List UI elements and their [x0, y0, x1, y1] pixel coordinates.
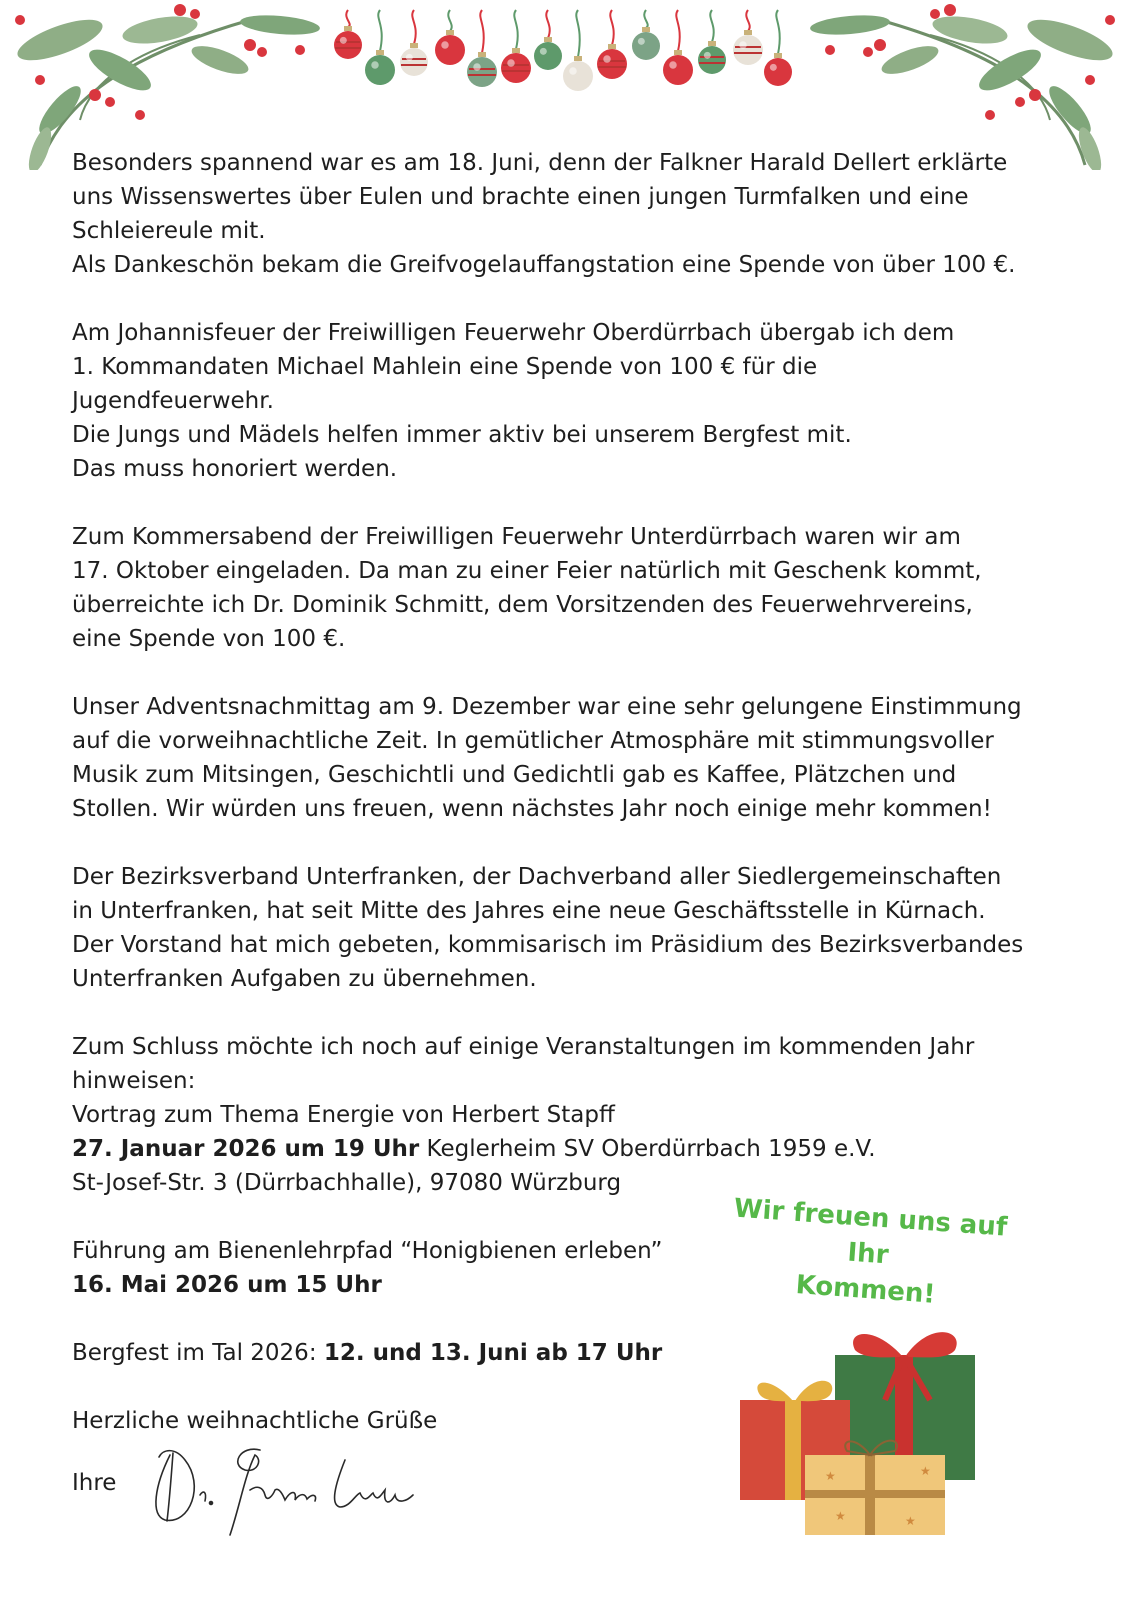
event1-title: Vortrag zum Thema Energie von Herbert Stapff [72, 1102, 615, 1128]
text-line: Stollen. Wir würden uns freuen, wenn nächstes Jahr noch einige mehr kommen! [72, 796, 992, 822]
text-line: Als Dankeschön bekam die Greifvogelauffangstation eine Spende von über 100 €. [72, 252, 1016, 278]
text-line: Der Vorstand hat mich gebeten, kommisarisch im Präsidium des Bezirksverbandes [72, 932, 1024, 958]
slogan-line: Kommen! [794, 1270, 937, 1310]
signoff: Ihre [72, 1470, 117, 1496]
signature-icon [145, 1435, 435, 1545]
svg-text:★: ★ [905, 1514, 916, 1528]
text-line: überreichte ich Dr. Dominik Schmitt, dem Vorsitzenden des Feuerwehrvereins, [72, 592, 973, 618]
text-line: 1. Kommandaten Michael Mahlein eine Spende von 100 € für die [72, 354, 818, 380]
paragraph-falconer [72, 146, 1062, 282]
event1-place: Keglerheim SV Oberdürrbach 1959 e.V. [419, 1136, 876, 1162]
text-line: in Unterfranken, hat seit Mitte des Jahres eine neue Geschäftsstelle in Kürnach. [72, 898, 986, 924]
paragraph-bezirksverband [72, 860, 1062, 996]
text-line: Zum Schluss möchte ich noch auf einige Veranstaltungen im kommenden Jahr [72, 1034, 975, 1060]
text-line: Jugendfeuerwehr. [72, 388, 274, 414]
text-line: Besonders spannend war es am 18. Juni, denn der Falkner Harald Dellert erklärte [72, 150, 1008, 176]
svg-text:★: ★ [835, 1509, 846, 1523]
text-line: uns Wissenswertes über Eulen und brachte einen jungen Turmfalken und eine [72, 184, 969, 210]
text-line: eine Spende von 100 €. [72, 626, 346, 652]
paragraph-adventsnachmittag [72, 690, 1062, 826]
paragraph-johannisfeuer [72, 316, 1062, 486]
text-line: Unterfranken Aufgaben zu übernehmen. [72, 966, 537, 992]
event1-date: 27. Januar 2026 um 19 Uhr [72, 1136, 420, 1162]
text-line: Zum Kommersabend der Freiwilligen Feuerwehr Unterdürrbach waren wir am [72, 524, 961, 550]
text-line: Das muss honoriert werden. [72, 456, 398, 482]
text-line: auf die vorweihnachtliche Zeit. In gemütlicher Atmosphäre mit stimmungsvoller [72, 728, 994, 754]
christmas-garland-decoration [0, 0, 1131, 170]
text-line: Am Johannisfeuer der Freiwilligen Feuerwehr Oberdürrbach übergab ich dem [72, 320, 955, 346]
text-line: hinweisen: [72, 1068, 196, 1094]
text-line: 17. Oktober eingeladen. Da man zu einer Feier natürlich mit Geschenk kommt, [72, 558, 982, 584]
greeting: Herzliche weihnachtliche Grüße [72, 1408, 438, 1434]
text-line: Unser Adventsnachmittag am 9. Dezember war eine sehr gelungene Einstimmung [72, 694, 1022, 720]
slogan-line: Wir freuen uns auf Ihr [732, 1193, 1009, 1271]
paragraph-kommersabend [72, 520, 1062, 656]
svg-text:★: ★ [920, 1464, 931, 1478]
christmas-ornaments-icon [334, 10, 792, 91]
paragraph-events [72, 1030, 1062, 1200]
svg-text:★: ★ [825, 1469, 836, 1483]
event2-title: Führung am Bienenlehrpfad “Honigbienen erleben” [72, 1238, 663, 1264]
gift-boxes-icon [735, 1315, 985, 1545]
text-line: Schleiereule mit. [72, 218, 266, 244]
text-line: Musik zum Mitsingen, Geschichtli und Gedichtli gab es Kaffee, Plätzchen und [72, 762, 957, 788]
text-line: Die Jungs und Mädels helfen immer aktiv bei unserem Bergfest mit. [72, 422, 852, 448]
event1-address: St-Josef-Str. 3 (Dürrbachhalle), 97080 Würzburg [72, 1170, 622, 1196]
event3-date: 12. und 13. Juni ab 17 Uhr [323, 1340, 663, 1366]
event3-prefix: Bergfest im Tal 2026: [72, 1340, 324, 1366]
event1-date-line [72, 1132, 1062, 1166]
slogan-text [705, 1189, 1032, 1319]
text-line: Der Bezirksverband Unterfranken, der Dachverband aller Siedlergemeinschaften [72, 864, 1002, 890]
event2-date: 16. Mai 2026 um 15 Uhr [72, 1272, 382, 1298]
